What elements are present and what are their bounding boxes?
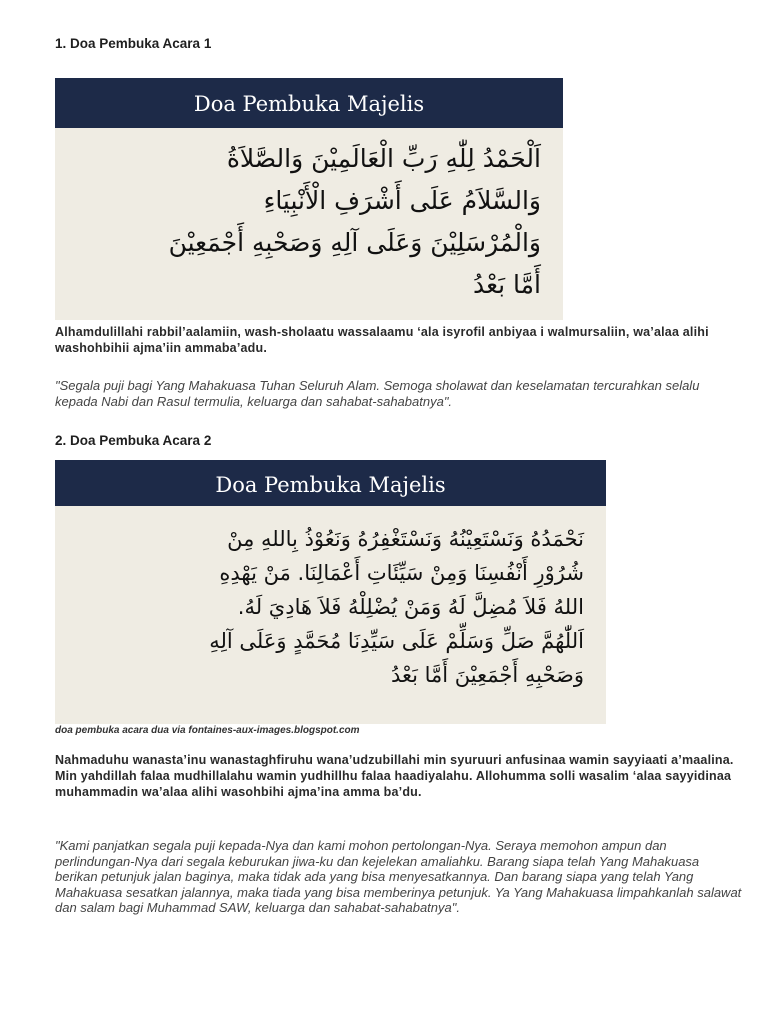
transliteration-2: Nahmaduhu wanasta’inu wanastaghfiruhu wana’udzubillahi min syuruuri anfusinaa wamin sayyiaati a’maalina. Min yahdillah falaa mudhillalahu wamin yudhillhu falaa haadiyalahu. Allohumma solli wasalim ‘alaa sayyidinaa muhammadin wa’alaa alihi wasohbihi ajma’ina amma ba’du. — [55, 753, 734, 799]
image-caption: doa pembuka acara dua via fontaines-aux-images.blogspot.com — [55, 725, 360, 736]
arabic-line: اللهُ فَلاَ مُضِلَّ لَهُ وَمَنْ يُضْلِلْهُ فَلاَ هَادِيَ لَهُ. — [237, 595, 584, 619]
translation-2: "Kami panjatkan segala puji kepada-Nya dan kami mohon pertolongan-Nya. Seraya memohon ampun dan perlindungan-Nya dari segala keburukan jiwa-ku dan kejelekan amaliahku. Barang siapa telah Yang Mahakuasa berikan petunjuk jalan baginya, maka tidak ada yang bisa menyesatkannya. Dan barang siapa yang telah Yang Mahakuasa sesatkan jalannya, maka tiada yang bisa memberinya petunjuk. Ya Yang Mahakuasa limpahkanlah salawat dan salam bagi Muhammad SAW, keluarga dan sahabat-sahabatnya". — [55, 838, 742, 915]
arabic-text-1 — [55, 128, 563, 306]
arabic-line: اَللّٰهُمَّ صَلِّ وَسَلِّمْ عَلَى سَيِّدِنَا مُحَمَّدٍ وَعَلَى آلِهِ — [209, 629, 584, 653]
arabic-line: نَحْمَدُهُ وَنَسْتَعِيْنُهُ وَنَسْتَغْفِرُهُ وَنَعُوْذُ بِاللهِ مِنْ — [227, 527, 584, 551]
section-1-heading: 1. Doa Pembuka Acara 1 — [55, 36, 212, 51]
arabic-line: شُرُوْرِ أَنْفُسِنَا وَمِنْ سَيِّئَاتِ أَعْمَالِنَا. مَنْ يَهْدِهِ — [219, 561, 584, 585]
prayer-image-1-title: Doa Pembuka Majelis — [55, 78, 563, 128]
arabic-line: وَالسَّلاَمُ عَلَى أَشْرَفِ الْأَنْبِيَاءِ — [263, 186, 541, 215]
arabic-text-2 — [55, 506, 606, 692]
arabic-line: اَلْحَمْدُ لِلّٰهِ رَبِّ الْعَالَمِيْنَ وَالصَّلاَةُ — [226, 144, 541, 173]
prayer-image-2-title: Doa Pembuka Majelis — [55, 460, 606, 506]
arabic-line: وَالْمُرْسَلِيْنَ وَعَلَى آلِهِ وَصَحْبِهِ أَجْمَعِيْنَ — [168, 228, 541, 257]
prayer-image-2 — [55, 460, 606, 724]
section-2-heading: 2. Doa Pembuka Acara 2 — [55, 433, 212, 448]
arabic-line: وَصَحْبِهِ أَجْمَعِيْنَ أَمَّا بَعْدُ — [390, 663, 584, 687]
translation-1: "Segala puji bagi Yang Mahakuasa Tuhan Seluruh Alam. Semoga sholawat dan keselamatan tercurahkan selalu kepada Nabi dan Rasul termulia, keluarga dan sahabat-sahabatnya". — [55, 378, 700, 409]
transliteration-1: Alhamdulillahi rabbil’aalamiin, wash-sholaatu wassalaamu ‘ala isyrofil anbiyaa i walmursaliin, wa’alaa alihi washohbihii ajma’iin ammaba’adu. — [55, 325, 709, 355]
arabic-line: أَمَّا بَعْدُ — [472, 270, 541, 299]
prayer-image-1 — [55, 78, 563, 320]
